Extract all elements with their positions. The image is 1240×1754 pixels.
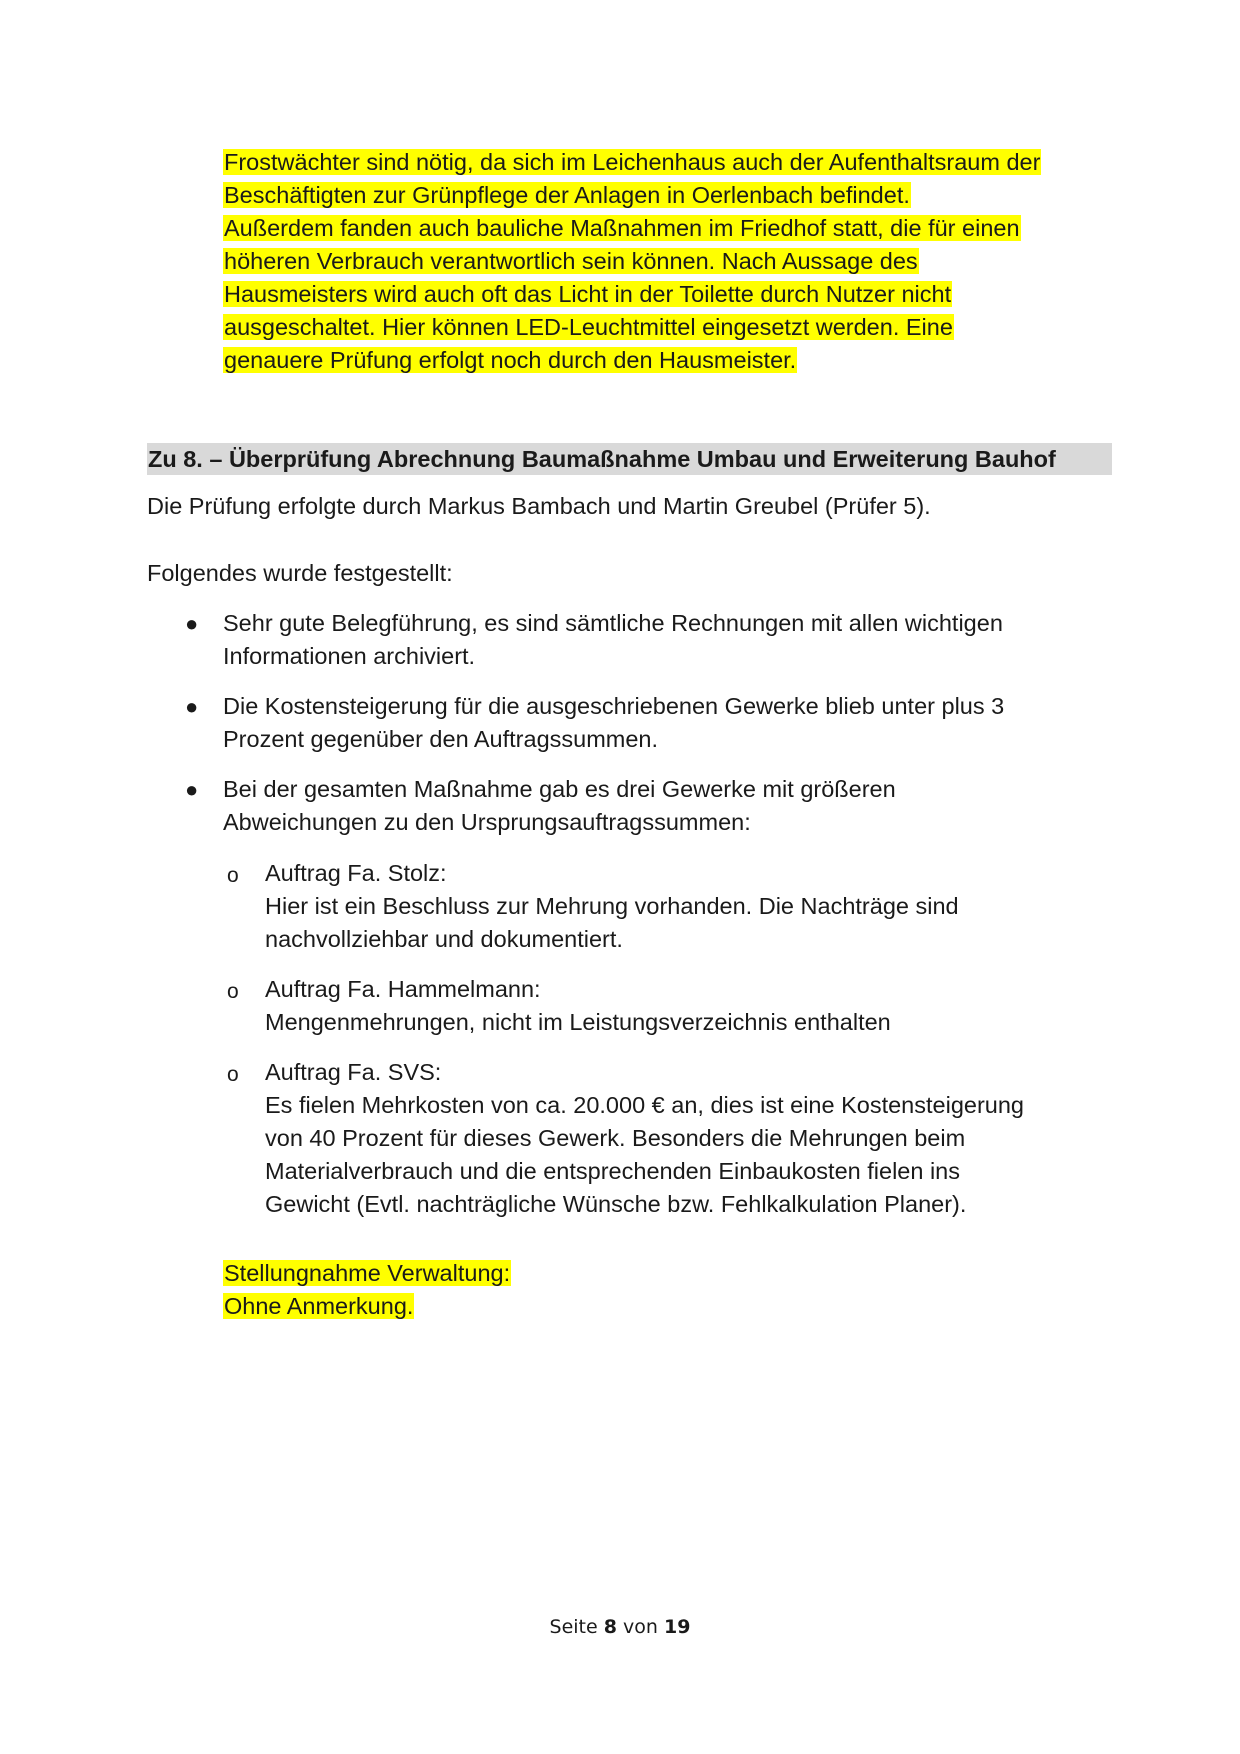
highlighted-text: ausgeschaltet. Hier können LED-Leuchtmittel eingesetzt werden. Eine — [224, 314, 953, 340]
text-line — [223, 212, 1123, 245]
bullet-text-line: Sehr gute Belegführung, es sind sämtliche Rechnungen mit allen wichtigen — [223, 610, 1003, 636]
bullet-marker: ● — [185, 694, 199, 719]
highlighted-text: Hausmeisters wird auch oft das Licht in der Toilette durch Nutzer nicht — [224, 281, 952, 307]
sub-bullet-marker: o — [227, 1063, 239, 1086]
bullet-text-line: Abweichungen zu den Ursprungsauftragssummen: — [223, 809, 751, 835]
text-line — [223, 179, 1123, 212]
bullet-item — [147, 690, 1107, 756]
examiners-paragraph: Die Prüfung erfolgte durch Markus Bambach und Martin Greubel (Prüfer 5). — [147, 493, 931, 519]
total-page-count: 19 — [664, 1616, 691, 1638]
sub-bullet-marker: o — [227, 864, 239, 887]
sub-item-title: Auftrag Fa. Stolz: — [265, 860, 447, 886]
bullet-item — [147, 607, 1107, 673]
sub-item-text-line: von 40 Prozent für dieses Gewerk. Besonders die Mehrungen beim — [265, 1125, 966, 1151]
sub-list-item — [223, 1056, 1103, 1221]
sub-item-text-line: Mengenmehrungen, nicht im Leistungsverzeichnis enthalten — [265, 1009, 891, 1035]
highlighted-text: Frostwächter sind nötig, da sich im Leichenhaus auch der Aufenthaltsraum der — [224, 149, 1041, 175]
highlighted-paragraph — [223, 146, 1123, 377]
text-line — [223, 344, 1123, 377]
sub-list-item — [223, 973, 1103, 1039]
sub-bullet-marker: o — [227, 980, 239, 1003]
bullet-text-line: Die Kostensteigerung für die ausgeschriebenen Gewerke blieb unter plus 3 — [223, 693, 1005, 719]
findings-intro: Folgendes wurde festgestellt: — [147, 560, 453, 586]
bullet-text-line: Prozent gegenüber den Auftragssummen. — [223, 726, 659, 752]
highlighted-text: Beschäftigten zur Grünpflege der Anlagen in Oerlenbach befindet. — [224, 182, 910, 208]
highlighted-text: Außerdem fanden auch bauliche Maßnahmen im Friedhof statt, die für einen — [224, 215, 1020, 241]
statement-text: Ohne Anmerkung. — [224, 1293, 414, 1319]
current-page-number: 8 — [603, 1616, 617, 1638]
bullet-item — [147, 773, 1107, 839]
bullet-marker: ● — [185, 777, 199, 802]
highlighted-text: höheren Verbrauch verantwortlich sein können. Nach Aussage des — [224, 248, 918, 274]
statement-label: Stellungnahme Verwaltung: — [224, 1260, 511, 1286]
highlighted-text: genauere Prüfung erfolgt noch durch den Hausmeister. — [224, 347, 797, 373]
footer-prefix: Seite — [549, 1616, 598, 1638]
bullet-text-line: Informationen archiviert. — [223, 643, 476, 669]
footer-middle: von — [623, 1616, 658, 1638]
sub-item-text-line: Materialverbrauch und die entsprechenden Einbaukosten fielen ins — [265, 1158, 961, 1184]
sub-item-title: Auftrag Fa. SVS: — [265, 1059, 442, 1085]
text-line — [223, 146, 1123, 179]
sub-item-text-line: Hier ist ein Beschluss zur Mehrung vorhanden. Die Nachträge sind — [265, 893, 959, 919]
bullet-marker: ● — [185, 611, 199, 636]
text-line — [223, 311, 1123, 344]
section-heading: Zu 8. – Überprüfung Abrechnung Baumaßnahme Umbau und Erweiterung Bauhof — [147, 443, 1112, 475]
sub-list-item — [223, 857, 1103, 956]
sub-item-title: Auftrag Fa. Hammelmann: — [265, 976, 541, 1002]
administration-statement — [223, 1257, 511, 1323]
bullet-text-line: Bei der gesamten Maßnahme gab es drei Gewerke mit größeren — [223, 776, 896, 802]
text-line — [223, 278, 1123, 311]
text-line — [223, 245, 1123, 278]
sub-item-text-line: nachvollziehbar und dokumentiert. — [265, 926, 623, 952]
page-footer — [0, 1616, 1240, 1638]
sub-item-text-line: Es fielen Mehrkosten von ca. 20.000 € an, dies ist eine Kostensteigerung — [265, 1092, 1024, 1118]
sub-item-text-line: Gewicht (Evtl. nachträgliche Wünsche bzw. Fehlkalkulation Planer). — [265, 1191, 967, 1217]
